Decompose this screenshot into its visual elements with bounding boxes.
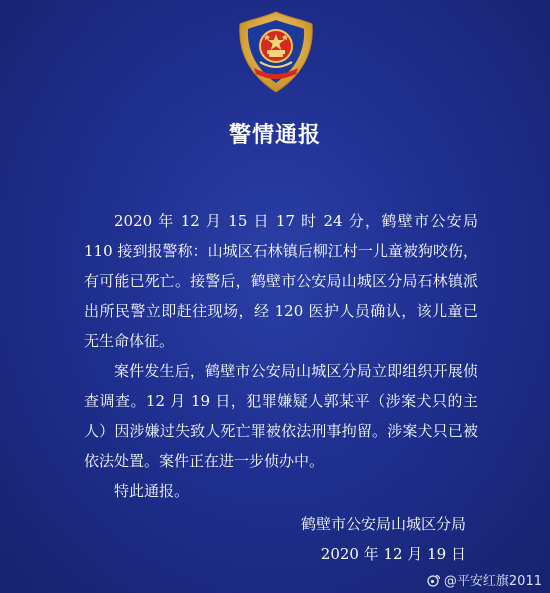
signature-date: 2020 年 12 月 19 日: [320, 545, 466, 563]
notice-title: 警情通报: [228, 123, 321, 148]
police-emblem-icon: [234, 10, 318, 94]
notice-paragraph-3: 特此通报。: [114, 482, 190, 500]
weibo-icon: [427, 573, 441, 587]
notice-signature: [301, 509, 466, 569]
signature-organization: 鹤壁市公安局山城区分局: [300, 515, 466, 533]
watermark-text: @平安红旗2011: [443, 574, 542, 589]
weibo-watermark: [427, 570, 542, 589]
notice-paragraph-1: 2020 年 12 月 15 日 17 时 24 分，鹤壁市公安局 110 接到报警称：山城区石林镇后柳江村一儿童被狗咬伤，有可能已死亡。接警后，鹤壁市公安局山城区分局石林镇派出所民警立即赶往现场，经 120 医护人员确认，该儿童已无生命体征。: [84, 212, 478, 350]
notice-body: [84, 206, 478, 506]
notice-paragraph-2: 案件发生后，鹤壁市公安局山城区分局立即组织开展侦查调查。12 月 19 日，犯罪嫌疑人郭某平（涉案犬只的主人）因涉嫌过失致人死亡罪被依法刑事拘留。涉案犬只已被依法处置。案件正在进一步侦办中。: [84, 362, 478, 470]
